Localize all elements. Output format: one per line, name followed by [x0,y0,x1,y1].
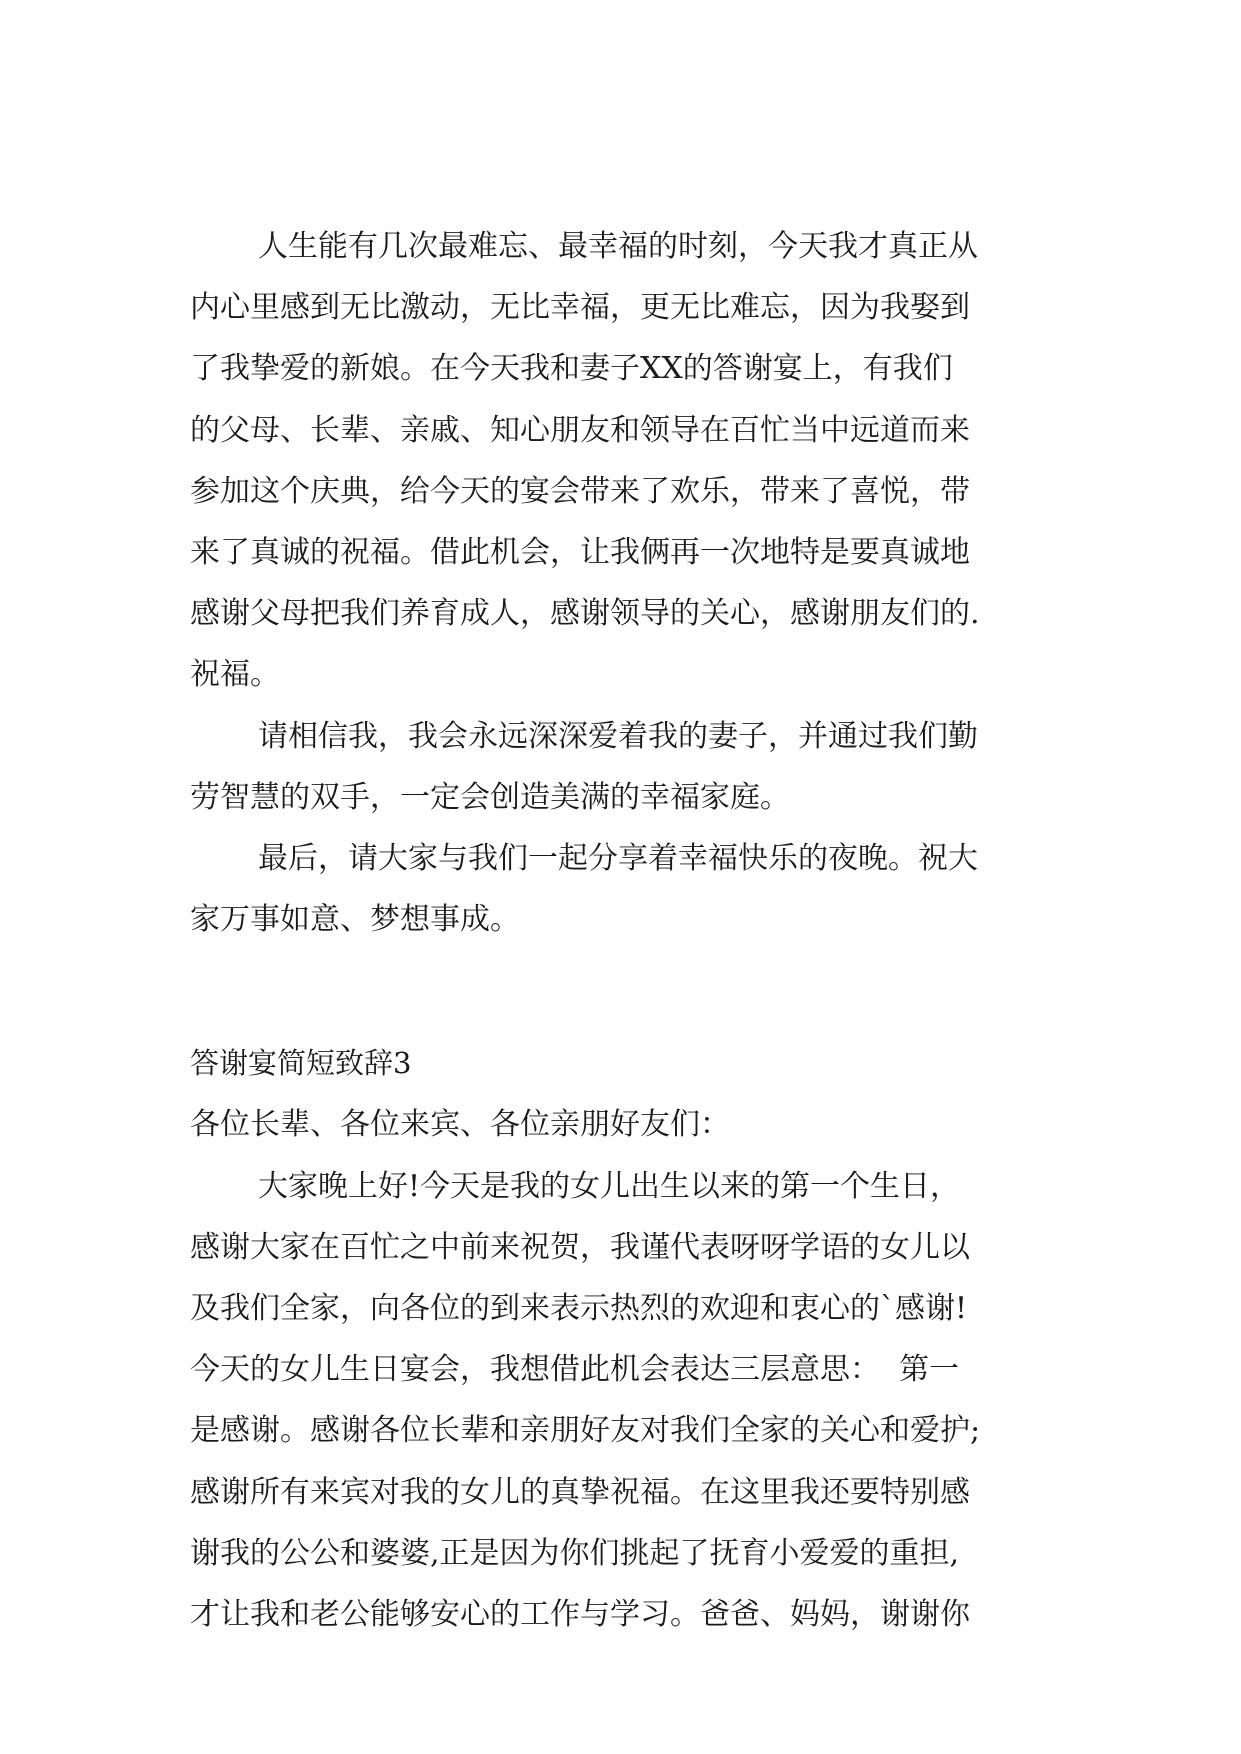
paragraph-line: 今天的女儿生日宴会，我想借此机会表达三层意思： 第一 [190,1352,960,1388]
paragraph-line: 感谢父母把我们养育成人，感谢领导的关心，感谢朋友们的. [190,596,980,632]
paragraph-line: 参加这个庆典，给今天的宴会带来了欢乐，带来了喜悦，带 [190,473,970,509]
document-page [190,216,1056,1645]
paragraph-line: 来了真诚的祝福。借此机会，让我俩再一次地特是要真诚地 [190,534,970,570]
paragraph-line: 大家晚上好!今天是我的女儿出生以来的第一个生日， [258,1168,961,1204]
section-heading: 答谢宴简短致辞3 [190,1046,412,1081]
paragraph-line: 家万事如意、梦想事成。 [190,902,520,938]
paragraph-line: 劳智慧的双手，一定会创造美满的幸福家庭。 [190,779,790,815]
salutation: 各位长辈、各位来宾、各位亲朋好友们： [190,1107,730,1143]
paragraph-line: 内心里感到无比激动，无比幸福，更无比难忘，因为我娶到 [190,290,970,326]
paragraph-line: 的父母、长辈、亲戚、知心朋友和领导在百忙当中远道而来 [190,412,970,448]
paragraph-line: 请相信我，我会永远深深爱着我的妻子，并通过我们勤 [258,718,978,754]
paragraph-promise [190,706,1056,828]
paragraph-line: 最后，请大家与我们一起分享着幸福快乐的夜晚。祝大 [258,840,978,876]
section-speech-3 [190,1033,1056,1645]
paragraph-line: 是感谢。感谢各位长辈和亲朋好友对我们全家的关心和爱护; [190,1413,981,1449]
paragraph-line: 谢我的公公和婆婆,正是因为你们挑起了抚育小爱爱的重担, [190,1535,960,1571]
paragraph-line: 感谢所有来宾对我的女儿的真挚祝福。在这里我还要特别感 [190,1474,970,1510]
paragraph-line: 人生能有几次最难忘、最幸福的时刻，今天我才真正从 [258,229,978,264]
paragraph-line: 感谢大家在百忙之中前来祝贺，我谨代表呀呀学语的女儿以 [190,1229,970,1265]
paragraph-line: 才让我和老公能够安心的工作与学习。爸爸、妈妈，谢谢你 [190,1596,970,1632]
paragraph-line: 祝福。 [190,657,280,693]
section-spacer [190,950,1056,1033]
paragraph-line: 了我挚爱的新娘。在今天我和妻子XX的答谢宴上，有我们 [190,351,953,387]
paragraph-wedding-thanks [190,216,1056,706]
paragraph-closing [190,828,1056,950]
paragraph-line: 及我们全家，向各位的到来表示热烈的欢迎和衷心的`感谢! [190,1291,968,1326]
